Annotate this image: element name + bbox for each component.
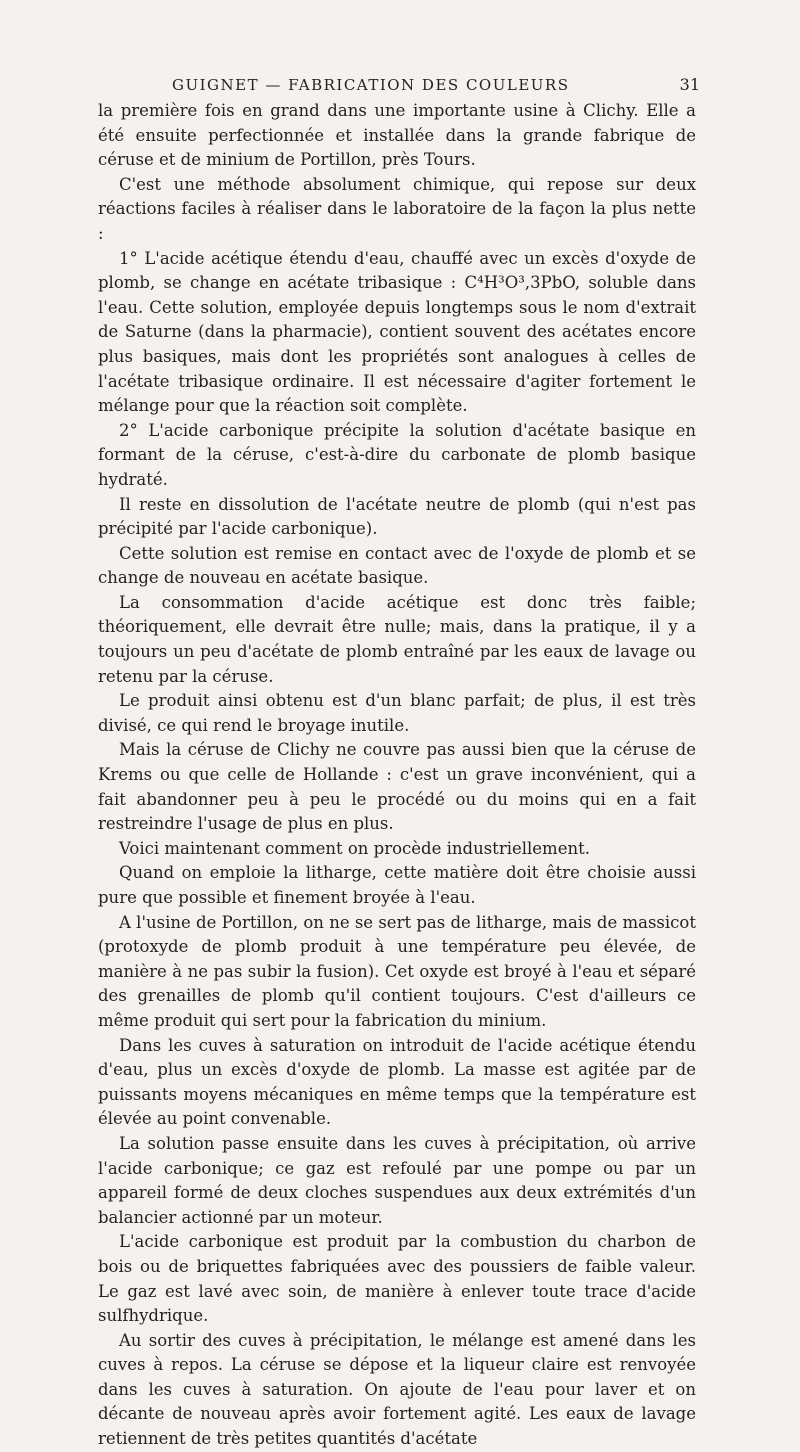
running-header <box>172 75 700 94</box>
paragraph: Il reste en dissolution de l'acétate neutre de plomb (qui n'est pas précipité par l'acide carbonique). <box>98 494 696 539</box>
paragraph: 1° L'acide acétique étendu d'eau, chauffé avec un excès d'oxyde de plomb, se change en acétate tribasique : C⁴H³O³,3PbO, soluble dans l'eau. Cette solution, employée depuis longtemps sous le nom d'extrait de Saturne (dans la pharmacie), contient souvent des acétates encore plus basiques, mais dont les propriétés sont analogues à celles de l'acétate tribasique ordinaire. Il est nécessaire d'agiter fortement le mélange pour que la réaction soit complète. <box>98 248 696 416</box>
paragraph: A l'usine de Portillon, on ne se sert pas de litharge, mais de massicot (protoxyde de plomb produit à une température peu élevée, de manière à ne pas subir la fusion). Cet oxyde est broyé à l'eau et séparé des grenailles de plomb qu'il contient toujours. C'est d'ailleurs ce même produit qui sert pour la fabrication du minium. <box>98 912 696 1030</box>
paragraph: Cette solution est remise en contact avec de l'oxyde de plomb et se change de nouveau en acétate basique. <box>98 543 696 588</box>
paragraph: Voici maintenant comment on procède industriellement. <box>119 838 590 858</box>
running-title: GUIGNET — FABRICATION DES COULEURS <box>172 76 570 94</box>
paragraph: La consommation d'acide acétique est donc très faible; théoriquement, elle devrait être nulle; mais, dans la pratique, il y a toujours un peu d'acétate de plomb entraîné par les eaux de lavage ou retenu par la céruse. <box>98 592 696 686</box>
paragraph: Dans les cuves à saturation on introduit de l'acide acétique étendu d'eau, plus un excès d'oxyde de plomb. La masse est agitée par de puissants moyens mécaniques en même temps que la température est élevée au point convenable. <box>98 1035 696 1129</box>
paragraph: C'est une méthode absolument chimique, qui repose sur deux réactions faciles à réaliser dans le laboratoire de la façon la plus nette : <box>98 174 696 243</box>
paragraph: la première fois en grand dans une importante usine à Clichy. Elle a été ensuite perfectionnée et installée dans la grande fabrique de céruse et de minium de Portillon, près Tours. <box>98 101 696 170</box>
paragraph: La solution passe ensuite dans les cuves à précipitation, où arrive l'acide carbonique; ce gaz est refoulé par une pompe ou par un appareil formé de deux cloches suspendues aux deux extrémités d'un balancier actionné par un moteur. <box>98 1133 696 1227</box>
page-number: 31 <box>679 75 700 94</box>
body-text <box>98 99 696 1452</box>
paragraph: 2° L'acide carbonique précipite la solution d'acétate basique en formant de la céruse, c'est-à-dire du carbonate de plomb basique hydraté. <box>98 420 696 489</box>
paragraph: Quand on emploie la litharge, cette matière doit être choisie aussi pure que possible et finement broyée à l'eau. <box>98 863 696 907</box>
paragraph: L'acide carbonique est produit par la combustion du charbon de bois ou de briquettes fabriquées avec des poussiers de faible valeur. Le gaz est lavé avec soin, de manière à enlever toute trace d'acide sulfhydrique. <box>98 1232 696 1326</box>
paragraph: Au sortir des cuves à précipitation, le mélange est amené dans les cuves à repos. La céruse se dépose et la liqueur claire est renvoyée dans les cuves à saturation. On ajoute de l'eau pour laver et on décante de nouveau après avoir fortement agité. Les eaux de lavage retiennent de très petites quantités d'acétate <box>98 1330 696 1449</box>
paragraph: Mais la céruse de Clichy ne couvre pas aussi bien que la céruse de Krems ou que celle de Hollande : c'est un grave inconvénient, qui a fait abandonner peu à peu le procédé ou du moins qui en a fait restreindre l'usage de plus en plus. <box>98 740 696 834</box>
paragraph: Le produit ainsi obtenu est d'un blanc parfait; de plus, il est très divisé, ce qui rend le broyage inutile. <box>98 691 696 735</box>
